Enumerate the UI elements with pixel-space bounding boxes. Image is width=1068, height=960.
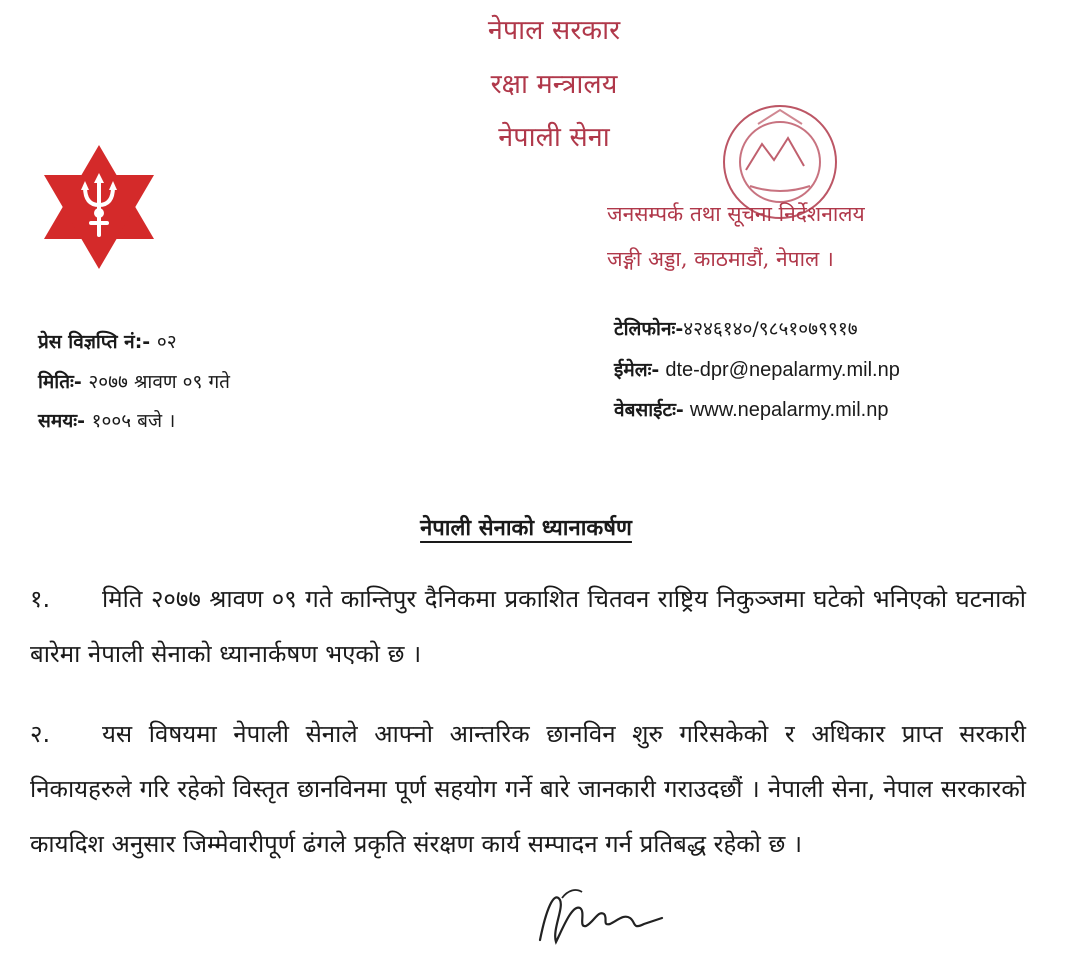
contact-website-value: www.nepalarmy.mil.np (689, 399, 889, 421)
contact-website (614, 396, 888, 422)
paragraph-2 (30, 707, 1026, 872)
release-time-value: १००५ बजे । (91, 410, 176, 432)
directorate-address: जङ्गी अड्डा, काठमाडौं, नेपाल । (607, 247, 834, 271)
letterhead-government: नेपाल सरकार (487, 15, 621, 46)
contact-website-label: वेबसाईटः- (614, 399, 684, 421)
nepal-army-star-emblem-icon (36, 143, 162, 271)
paragraph-1-number: १. (30, 585, 51, 613)
release-time (38, 407, 175, 433)
release-date (38, 368, 230, 394)
contact-phone-value: ४२४६१४०/९८५१०७९९१७ (683, 318, 858, 340)
paragraph-1-text: मिति २०७७ श्रावण ०९ गते कान्तिपुर दैनिकमा प्रकाशित चितवन राष्ट्रिय निकुञ्जमा घटेको भनिएको घटनाको बारेमा नेपाली सेनाको ध्यानार्कषण भएको छ । (30, 585, 1026, 668)
contact-email-value: dte-dpr@nepalarmy.mil.np (665, 359, 900, 381)
contact-phone (614, 315, 858, 341)
letterhead-ministry: रक्षा मन्त्रालय (490, 69, 618, 100)
letterhead-army: नेपाली सेना (498, 122, 610, 153)
press-release-number-label: प्रेस विज्ञप्ति नं:- (38, 331, 151, 353)
release-time-label: समयः- (38, 410, 85, 432)
document-title: नेपाली सेनाको ध्यानाकर्षण (420, 516, 632, 541)
signature (532, 870, 672, 952)
paragraph-2-number: २. (30, 720, 51, 748)
release-date-label: मितिः- (38, 371, 82, 393)
press-release-number-value: ०२ (156, 331, 177, 353)
contact-email-label: ईमेलः- (614, 359, 660, 381)
press-release-number (38, 328, 177, 354)
directorate-name: जनसम्पर्क तथा सूचना निर्देशनालय (607, 202, 865, 226)
release-date-value: २०७७ श्रावण ०९ गते (88, 371, 230, 393)
contact-email (614, 356, 900, 382)
contact-phone-label: टेलिफोनः- (614, 318, 684, 340)
paragraph-1 (30, 572, 1026, 682)
paragraph-2-text: यस विषयमा नेपाली सेनाले आफ्नो आन्तरिक छानविन शुरु गरिसकेको र अधिकार प्राप्त सरकारी निकायहरुले गरि रहेको विस्तृत छानविनमा पूर्ण सहयोग गर्ने बारे जानकारी गराउदछौं । नेपाली सेना, नेपाल सरकारको कायदिश अनुसार जिम्मेवारीपूर्ण ढंगले प्रकृति संरक्षण कार्य सम्पादन गर्न प्रतिबद्ध रहेको छ । (30, 720, 1026, 858)
